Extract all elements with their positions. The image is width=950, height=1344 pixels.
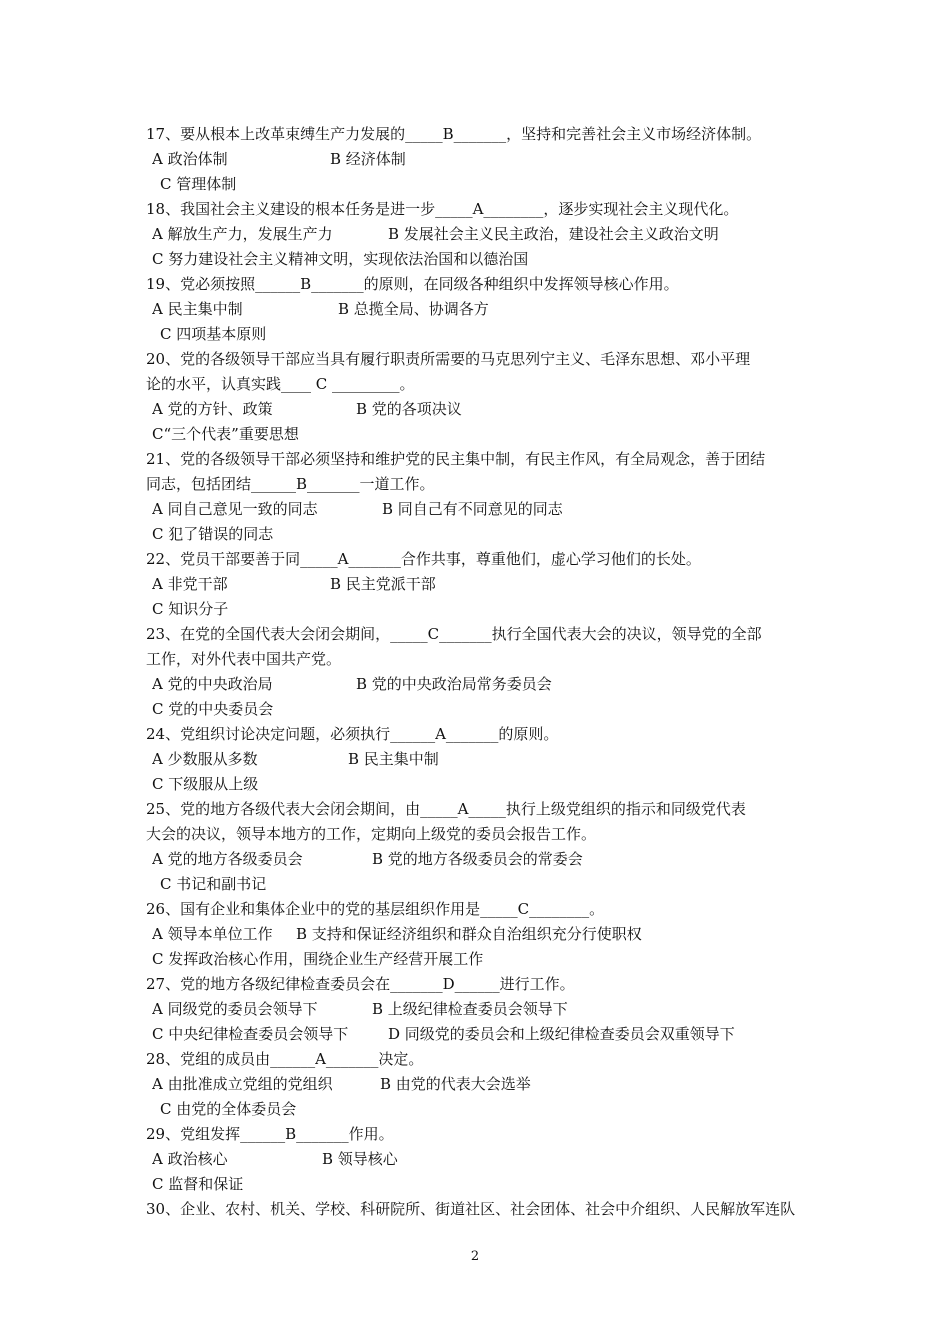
question-29: 29、党组发挥______B_______作用。 [146, 1125, 394, 1143]
option-line [152, 297, 810, 322]
option-line [152, 1072, 810, 1097]
option-b: B 经济体制 [330, 150, 406, 168]
question-17: 17、要从根本上改革束缚生产力发展的_____B_______，坚持和完善社会主义市场经济体制。 [146, 125, 762, 143]
option-c: C 中央纪律检查委员会领导下 [152, 1025, 349, 1043]
option-line [152, 1147, 810, 1172]
option-line [152, 847, 810, 872]
option-c: C 管理体制 [160, 175, 237, 193]
question-27: 27、党的地方各级纪律检查委员会在_______D______进行工作。 [146, 975, 575, 993]
question-20-cont: 论的水平，认真实践____ C _________。 [146, 375, 415, 393]
question-23: 23、在党的全国代表大会闭会期间，_____C_______执行全国代表大会的决议，领导党的全部 [146, 625, 762, 643]
option-b: B 由党的代表大会选举 [380, 1075, 531, 1093]
question-18: 18、我国社会主义建设的根本任务是进一步_____A________，逐步实现社会主义现代化。 [146, 200, 739, 218]
option-a: A 党的中央政治局 [152, 675, 273, 693]
option-d: D 同级党的委员会和上级纪律检查委员会双重领导下 [388, 1025, 735, 1043]
option-c: C 知识分子 [152, 600, 229, 618]
option-c: C 下级服从上级 [152, 775, 259, 793]
option-a: A 由批准成立党组的党组织 [152, 1075, 333, 1093]
option-line [152, 672, 810, 697]
option-a: A 解放生产力，发展生产力 [152, 225, 333, 243]
option-c: C 书记和副书记 [160, 875, 267, 893]
option-line [152, 222, 810, 247]
option-line [152, 747, 810, 772]
question-19: 19、党必须按照______B_______的原则，在同级各种组织中发挥领导核心作用。 [146, 275, 679, 293]
option-c: C 犯了错误的同志 [152, 525, 274, 543]
option-line [152, 1022, 810, 1047]
option-b: B 党的中央政治局常务委员会 [356, 675, 552, 693]
option-line [152, 397, 810, 422]
option-line [152, 997, 810, 1022]
page-number: 2 [470, 1249, 480, 1264]
option-c: C 由党的全体委员会 [160, 1100, 297, 1118]
question-21-cont: 同志，包括团结______B_______一道工作。 [146, 475, 435, 493]
option-b: B 党的地方各级委员会的常委会 [372, 850, 583, 868]
option-line [152, 497, 810, 522]
option-a: A 同级党的委员会领导下 [152, 1000, 318, 1018]
option-b: B 发展社会主义民主政治，建设社会主义政治文明 [388, 225, 719, 243]
question-28: 28、党组的成员由______A_______决定。 [146, 1050, 424, 1068]
option-a: A 民主集中制 [152, 300, 243, 318]
question-25: 25、党的地方各级代表大会闭会期间，由_____A_____执行上级党组织的指示和同级党代表 [146, 800, 746, 818]
question-21: 21、党的各级领导干部必须坚持和维护党的民主集中制，有民主作风，有全局观念，善于团结 [146, 450, 766, 468]
question-23-cont: 工作，对外代表中国共产党。 [146, 650, 342, 668]
option-c: C“三个代表”重要思想 [152, 425, 299, 443]
option-b: B 民主集中制 [348, 750, 439, 768]
option-c: C 四项基本原则 [160, 325, 267, 343]
question-20: 20、党的各级领导干部应当具有履行职责所需要的马克思列宁主义、毛泽东思想、邓小平理 [146, 350, 751, 368]
question-25-cont: 大会的决议，领导本地方的工作，定期向上级党的委员会报告工作。 [146, 825, 597, 843]
option-b: B 同自己有不同意见的同志 [382, 500, 563, 518]
question-30: 30、企业、农村、机关、学校、科研院所、街道社区、社会团体、社会中介组织、人民解放军连队 [146, 1200, 796, 1218]
option-a: A 领导本单位工作 [152, 925, 273, 943]
question-24: 24、党组织讨论决定问题，必须执行______A_______的原则。 [146, 725, 559, 743]
option-b: B 总揽全局、协调各方 [338, 300, 489, 318]
option-line [152, 922, 810, 947]
option-b: B 支持和保证经济组织和群众自治组织充分行使职权 [296, 925, 642, 943]
question-22: 22、党员干部要善于同_____A_______合作共事，尊重他们，虚心学习他们的长处。 [146, 550, 701, 568]
option-b: B 上级纪律检查委员会领导下 [372, 1000, 568, 1018]
option-c: C 党的中央委员会 [152, 700, 274, 718]
option-b: B 党的各项决议 [356, 400, 462, 418]
question-26: 26、国有企业和集体企业中的党的基层组织作用是_____C________。 [146, 900, 605, 918]
option-line [152, 572, 810, 597]
option-a: A 非党干部 [152, 575, 228, 593]
option-c: C 努力建设社会主义精神文明，实现依法治国和以德治国 [152, 250, 529, 268]
option-line [152, 147, 810, 172]
option-a: A 少数服从多数 [152, 750, 258, 768]
option-b: B 领导核心 [322, 1150, 398, 1168]
option-a: A 政治体制 [152, 150, 228, 168]
option-b: B 民主党派干部 [330, 575, 436, 593]
option-a: A 政治核心 [152, 1150, 228, 1168]
option-c: C 监督和保证 [152, 1175, 244, 1193]
option-a: A 党的地方各级委员会 [152, 850, 303, 868]
option-c: C 发挥政治核心作用，围绕企业生产经营开展工作 [152, 950, 484, 968]
option-a: A 同自己意见一致的同志 [152, 500, 318, 518]
option-a: A 党的方针、政策 [152, 400, 273, 418]
